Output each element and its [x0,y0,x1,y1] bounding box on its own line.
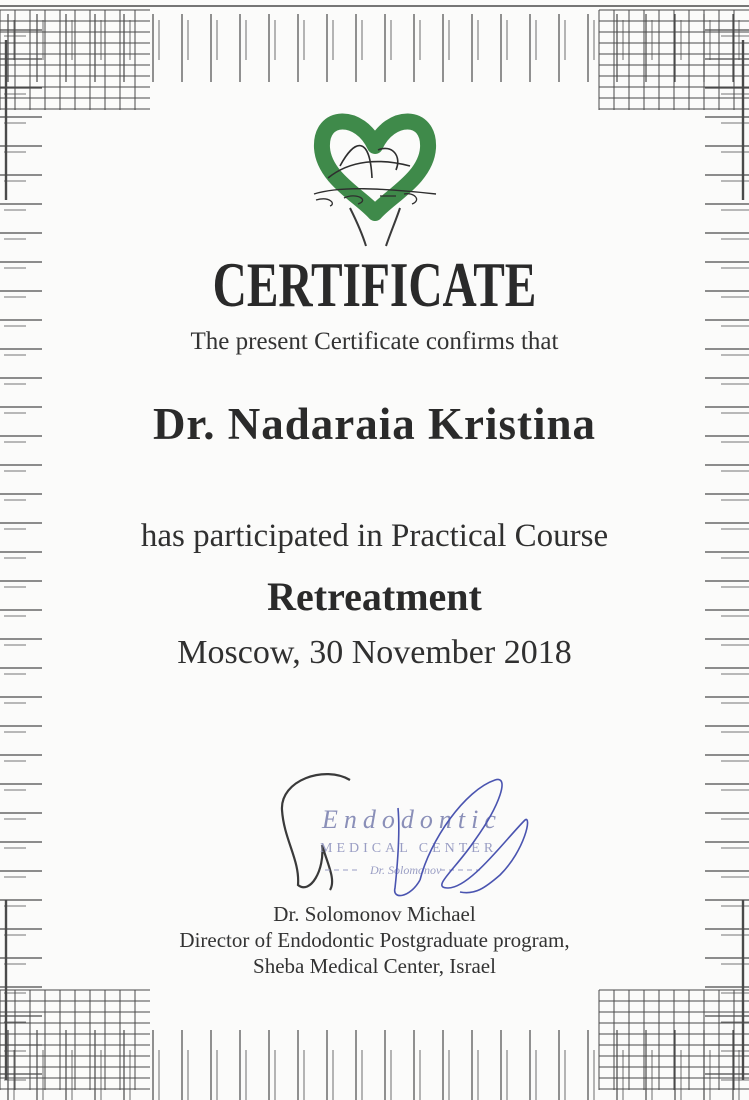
participation-statement: has participated in Practical Course [140,518,609,554]
stamp-line-1: Endodontic [322,805,502,834]
signatory-block [0,901,749,979]
stamp-line-3: Dr. Solomonov [370,863,442,877]
signatory-position: Director of Endodontic Postgraduate program, [179,928,570,952]
signatory-organization: Sheba Medical Center, Israel [253,954,496,978]
course-name: Retreatment [267,574,482,619]
signatory-name: Dr. Solomonov Michael [273,902,476,926]
endodontic-stamp-icon [270,770,540,900]
recipient-name: Dr. Nadaraia Kristina [152,399,597,449]
heart-tooth-logo-icon [300,108,450,248]
certificate-title: CERTIFICATE [212,249,537,320]
place-and-date: Moscow, 30 November 2018 [177,634,572,671]
confirms-statement: The present Certificate confirms that [190,328,559,355]
stamp-line-2: MEDICAL CENTER [320,841,498,856]
